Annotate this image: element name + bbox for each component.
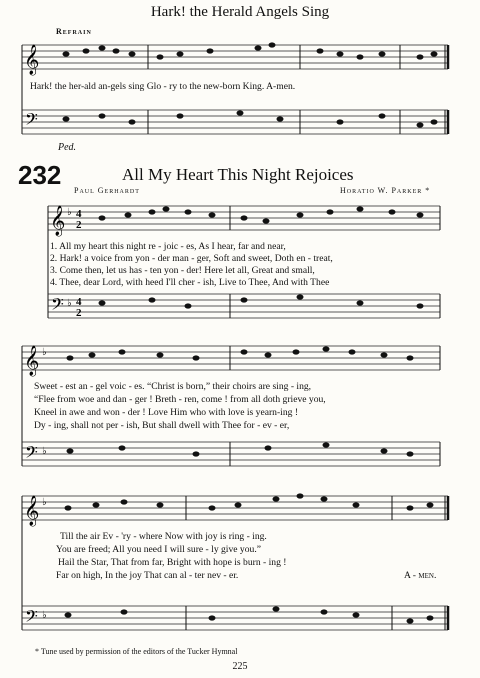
hymn2-title: All My Heart This Night Rejoices bbox=[122, 165, 354, 184]
system3-bass-staff bbox=[22, 606, 448, 630]
svg-text:♭: ♭ bbox=[67, 207, 72, 218]
svg-text:𝄢: 𝄢 bbox=[51, 294, 64, 318]
system1-lyric-line: 1. All my heart this night re - joic - es, As I hear, far and near, bbox=[50, 241, 286, 252]
hymn1-title: Hark! the Herald Angels Sing bbox=[150, 4, 330, 20]
hymn1-bass-staff bbox=[22, 109, 448, 134]
author-credit: Paul Gerhardt bbox=[74, 186, 140, 195]
svg-text:𝄞: 𝄞 bbox=[50, 206, 66, 236]
system3-lyric-line: You are freed; All you need I will sure - ly give you.” bbox=[56, 544, 261, 555]
system1-lyric-line: 4. Thee, dear Lord, with heed I'll cher - ish, Live to Thee, And with Thee bbox=[50, 277, 330, 288]
svg-text:♭: ♭ bbox=[42, 610, 47, 621]
svg-text:2: 2 bbox=[76, 219, 82, 231]
ped-marking: Ped. bbox=[58, 142, 77, 153]
svg-text:♭: ♭ bbox=[42, 446, 47, 457]
svg-text:♭: ♭ bbox=[67, 298, 72, 309]
composer-credit: Horatio W. Parker * bbox=[340, 186, 431, 195]
svg-text:𝄞: 𝄞 bbox=[24, 346, 40, 376]
svg-text:𝄢: 𝄢 bbox=[25, 606, 38, 630]
system1-lyric-line: 3. Come then, let us has - ten yon - der! Here let all, Great and small, bbox=[50, 265, 315, 276]
svg-text:𝄞: 𝄞 bbox=[24, 45, 40, 75]
system1-lyric-line: 2. Hark! a voice from yon - der man - ger, Soft and sweet, Doth en - treat, bbox=[50, 253, 333, 264]
refrain-label: Refrain bbox=[56, 27, 92, 36]
svg-text:4: 4 bbox=[76, 208, 82, 220]
hymn-number: 232 bbox=[18, 160, 62, 190]
svg-text:♭: ♭ bbox=[42, 497, 47, 508]
svg-text:♭: ♭ bbox=[42, 347, 47, 358]
footnote: * Tune used by permission of the editors of the Tucker Hymnal bbox=[35, 647, 238, 656]
svg-text:𝄢: 𝄢 bbox=[25, 442, 38, 466]
svg-text:𝄢: 𝄢 bbox=[25, 109, 38, 133]
system2-lyric-line: Kneel in awe and won - der ! Love Him who with love is yearn-ing ! bbox=[34, 407, 299, 418]
page-number: 225 bbox=[232, 661, 248, 672]
amen-label: A - men. bbox=[404, 570, 437, 581]
hymn1-lyrics: Hark! the her-ald an-gels sing Glo - ry to the new-born King. A-men. bbox=[30, 81, 296, 92]
system3-lyric-line: Far on high, In the joy That can al - ter nev - er. bbox=[56, 570, 239, 581]
system2-lyric-line: “Flee from woe and dan - ger ! Breth - ren, come ! from all doth grieve you, bbox=[34, 394, 326, 405]
svg-text:2: 2 bbox=[76, 307, 82, 319]
svg-text:𝄞: 𝄞 bbox=[24, 496, 40, 526]
system2-lyric-line: Dy - ing, shall not per - ish, But shall dwell with Thee for - ev - er, bbox=[34, 420, 290, 431]
svg-text:4: 4 bbox=[76, 296, 82, 308]
system2-bass-staff bbox=[22, 442, 440, 466]
system3-lyric-line: Hail the Star, That from far, Bright with hope is burn - ing ! bbox=[58, 557, 287, 568]
system3-lyric-line: Till the air Ev - 'ry - where Now with joy is ring - ing. bbox=[60, 531, 267, 542]
system2-lyric-line: Sweet - est an - gel voic - es. “Christ is born,” their choirs are sing - ing, bbox=[34, 381, 312, 392]
